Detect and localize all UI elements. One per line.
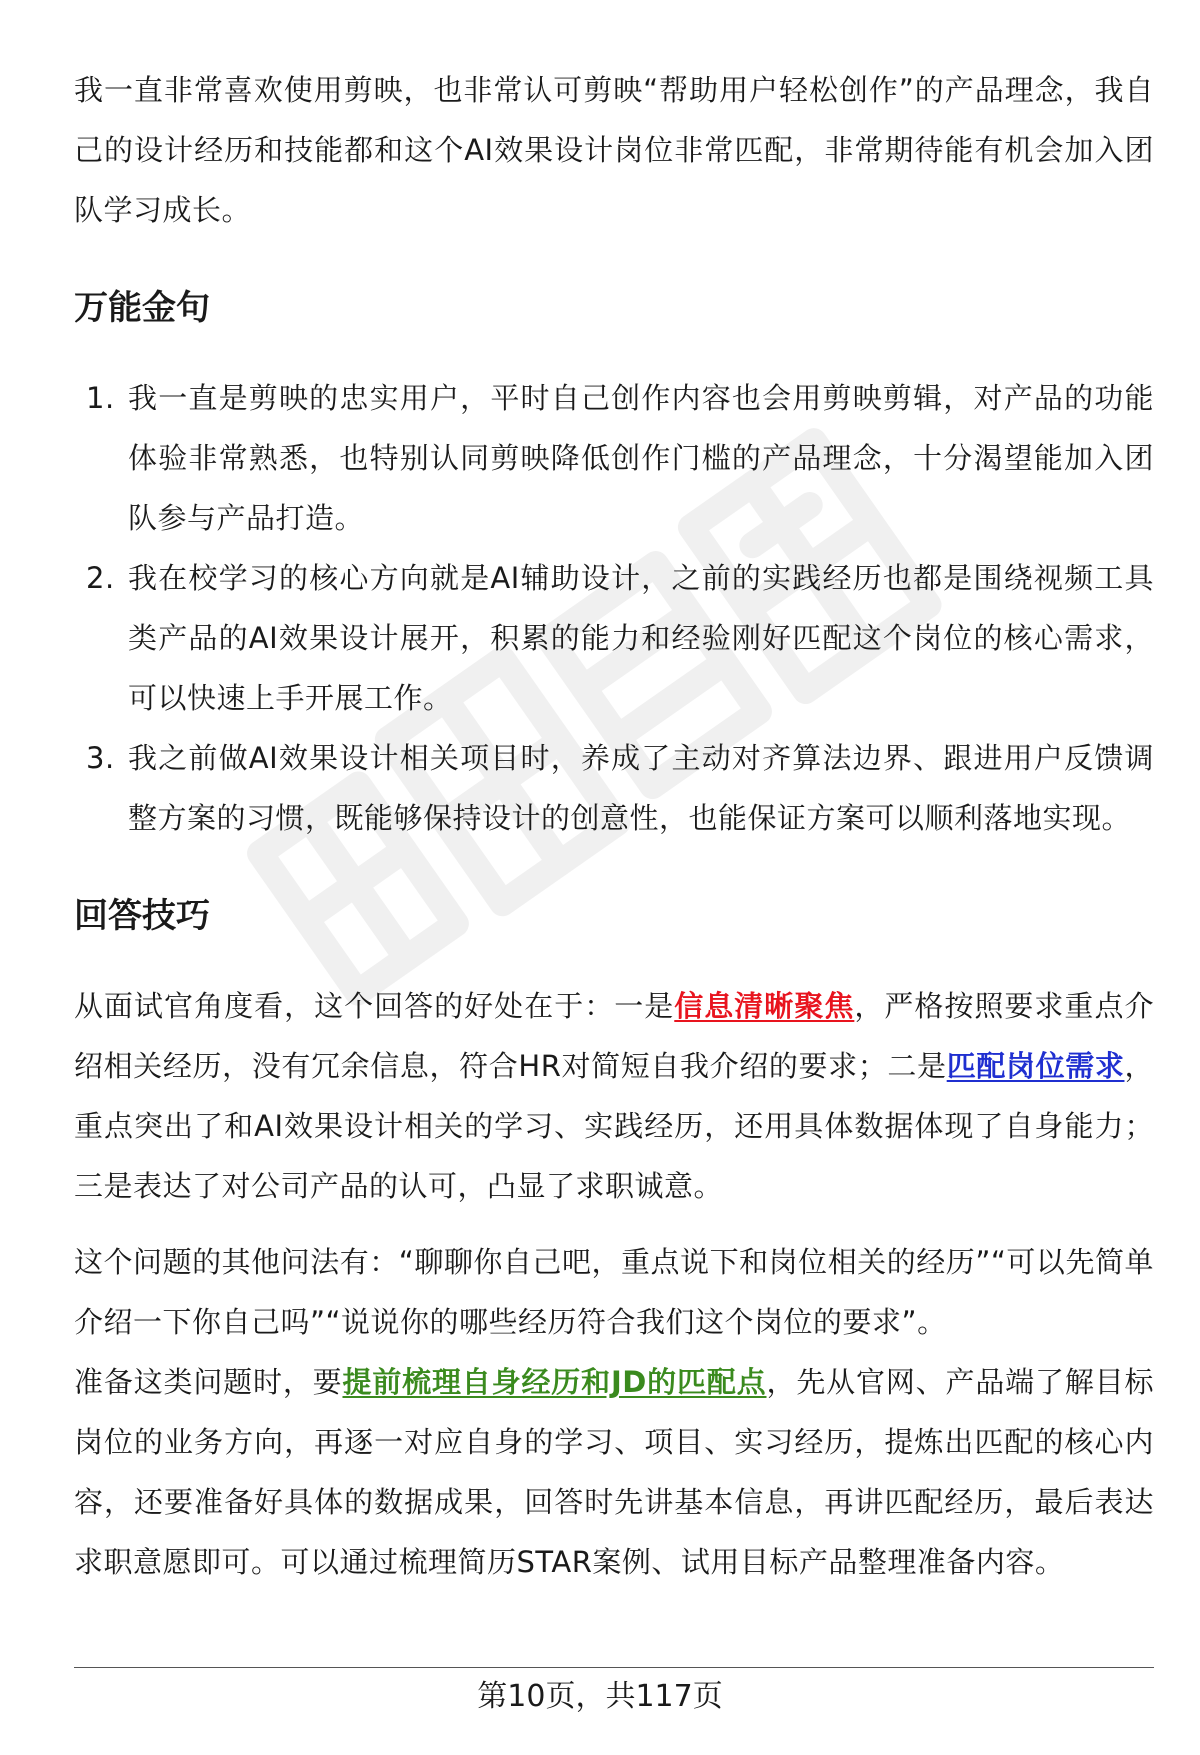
list-item-number: 2. <box>86 561 115 595</box>
list-item <box>74 368 1154 548</box>
list-item <box>74 548 1154 728</box>
list-item-number: 1. <box>86 381 115 415</box>
section-title-tips: 回答技巧 <box>74 896 210 936</box>
tips-text: 准备这类问题时，要 <box>74 1365 343 1399</box>
golden-sentence-list <box>74 368 1154 848</box>
list-item-text: 我在校学习的核心方向就是AI辅助设计，之前的实践经历也都是围绕视频工具类产品的AI效果设计展开，积累的能力和经验刚好匹配这个岗位的核心需求，可以快速上手开展工作。 <box>128 561 1154 715</box>
tips-paragraph-1 <box>74 976 1154 1216</box>
document-page <box>74 60 1154 1592</box>
tips-text: ，重点突出了和AI效果设计相关的学习、实践经历，还用具体数据体现了自身能力；三是表达了对公司产品的认可，凸显了求职诚意。 <box>74 1049 1154 1203</box>
tips-paragraph-3 <box>74 1352 1154 1592</box>
list-item-text: 我一直是剪映的忠实用户，平时自己创作内容也会用剪映剪辑，对产品的功能体验非常熟悉，也特别认同剪映降低创作门槛的产品理念，十分渴望能加入团队参与产品打造。 <box>128 381 1154 535</box>
tips-paragraph-2: 这个问题的其他问法有：“聊聊你自己吧，重点说下和岗位相关的经历”“可以先简单介绍一下你自己吗”“说说你的哪些经历符合我们这个岗位的要求”。 <box>74 1245 1154 1339</box>
tips-text: ，严格按照要求重点介绍相关经历，没有冗余信息，符合HR对简短自我介绍的要求；二是 <box>74 989 1154 1083</box>
page-number: 第10页，共117页 <box>477 1679 723 1714</box>
tips-text: ，先从官网、产品端了解目标岗位的业务方向，再逐一对应自身的学习、项目、实习经历，提炼出匹配的核心内容，还要准备好具体的数据成果，回答时先讲基本信息，再讲匹配经历，最后表达求职意愿即可。可以通过梳理简历STAR案例、试用目标产品整理准备内容。 <box>74 1365 1154 1579</box>
section-title-golden: 万能金句 <box>74 288 210 328</box>
intro-paragraph: 我一直非常喜欢使用剪映，也非常认可剪映“帮助用户轻松创作”的产品理念，我自己的设计经历和技能都和这个AI效果设计岗位非常匹配，非常期待能有机会加入团队学习成长。 <box>74 73 1154 227</box>
highlight-match-requirements: 匹配岗位需求 <box>946 1049 1125 1083</box>
highlight-prepare-match: 提前梳理自身经历和JD的匹配点 <box>342 1365 767 1399</box>
tips-text: 从面试官角度看，这个回答的好处在于：一是 <box>74 989 675 1023</box>
list-item-number: 3. <box>86 741 115 775</box>
highlight-clear-focus: 信息清晰聚焦 <box>674 989 855 1023</box>
footer-divider <box>74 1667 1154 1668</box>
list-item <box>74 728 1154 848</box>
list-item-text: 我之前做AI效果设计相关项目时，养成了主动对齐算法边界、跟进用户反馈调整方案的习惯，既能够保持设计的创意性，也能保证方案可以顺利落地实现。 <box>128 741 1154 835</box>
